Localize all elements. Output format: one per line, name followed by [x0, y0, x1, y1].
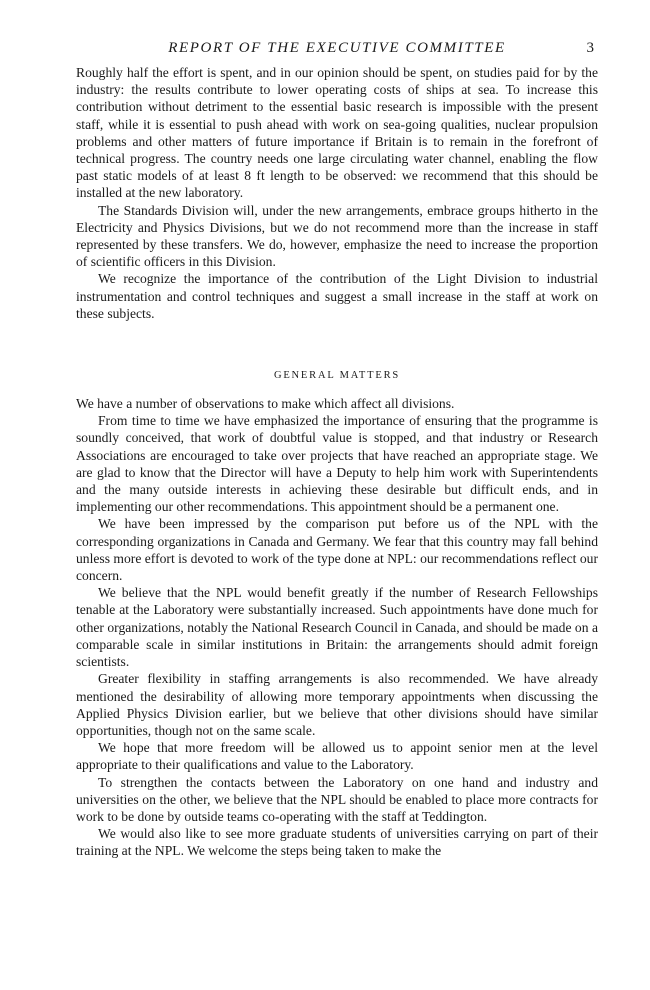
section-general-matters	[76, 395, 598, 859]
paragraph: We recognize the importance of the contribution of the Light Division to industrial instrumentation and control techniques and suggest a small increase in the staff at work on these subjects.	[76, 271, 598, 321]
paragraph: We believe that the NPL would benefit greatly if the number of Research Fellowships tenable at the Laboratory were substantially increased. Such appointments have done much for other organizations, notably the National Research Council in Canada, and should be made on a comparable scale in similar institutions in Britain: the arrangements should admit foreign scientists.	[76, 585, 598, 670]
paragraph: From time to time we have emphasized the importance of ensuring that the programme is soundly conceived, that work of doubtful value is stopped, and that industry or Research Associations are encouraged to take over projects that have reached an appropriate stage. We are glad to know that the Director will have a Deputy to help him work with Superintendents and the many outside interests in achieving these desirable but difficult ends, and in implementing our other recommendations. This appointment should be a permanent one.	[76, 413, 598, 515]
paragraph: We would also like to see more graduate students of universities carrying on part of their training at the NPL. We welcome the steps being taken to make the	[76, 826, 598, 859]
paragraph: We have a number of observations to make which affect all divisions.	[76, 396, 455, 412]
section-heading: GENERAL MATTERS	[273, 370, 401, 382]
section-ship-division	[76, 64, 598, 322]
paragraph: We hope that more freedom will be allowed us to appoint senior men at the level appropriate to their qualifications and value to the Laboratory.	[76, 740, 598, 773]
document-page	[76, 40, 598, 860]
paragraph: We have been impressed by the comparison put before us of the NPL with the corresponding organizations in Canada and Germany. We fear that this country may fall behind unless more effort is devoted to work of the type done at NPL: our recommendations reflect our concern.	[76, 516, 598, 584]
paragraph: Roughly half the effort is spent, and in our opinion should be spent, on studies paid for by the industry: the results contribute to lower operating costs of ships at sea. To increase this contribution without detriment to the essential basic research is impossible with the present staff, while it is essential to push ahead with work on sea-going qualities, nuclear propulsion problems and other matters of future importance if Britain is to remain in the forefront of technical progress. The country needs one large circulating water channel, enabling the flow past static models of at least 8 ft length to be observed: we recommend that this should be installed at the new laboratory.	[76, 65, 598, 201]
paragraph: The Standards Division will, under the new arrangements, embrace groups hitherto in the Electricity and Physics Divisions, but we do not recommend more than the increase in staff represented by these transfers. We do, however, emphasize the need to increase the proportion of scientific officers in this Division.	[76, 202, 598, 270]
paragraph: To strengthen the contacts between the Laboratory on one hand and industry and universities on the other, we believe that the NPL should be enabled to place more contracts for work to be done by outside teams co-operating with the staff at Teddington.	[76, 774, 598, 824]
paragraph: Greater flexibility in staffing arrangements is also recommended. We have already mentioned the desirability of allowing more temporary appointments when discussing the Applied Physics Division earlier, but we believe that other divisions should have similar opportunities, though not on the same scale.	[76, 671, 598, 738]
running-header	[76, 40, 598, 64]
header-title: REPORT OF THE EXECUTIVE COMMITTEE	[168, 40, 506, 56]
page-number: 3	[586, 40, 594, 56]
